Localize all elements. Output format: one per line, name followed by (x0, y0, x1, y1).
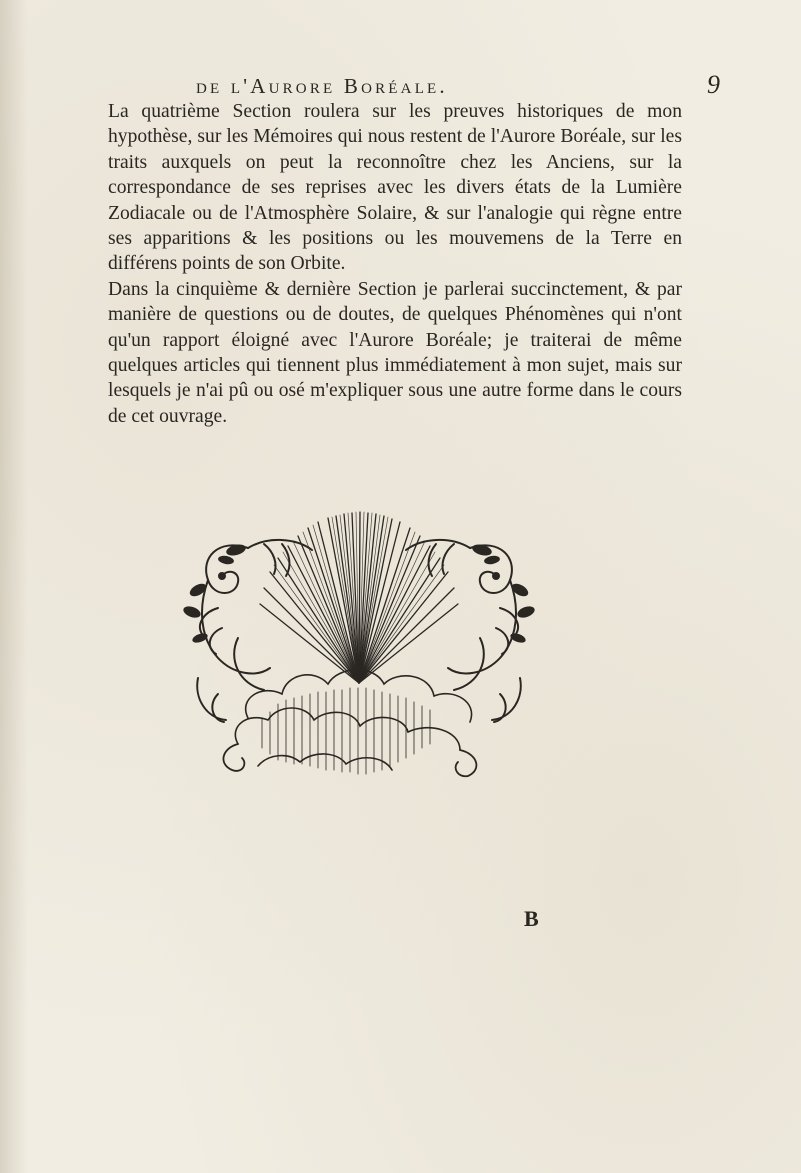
right-leaves (471, 543, 536, 645)
page-gutter-shadow (0, 0, 28, 1173)
page-number: 9 (707, 70, 720, 99)
cloud-hatching (262, 688, 430, 774)
running-head-title: Aurore Boréale. (250, 74, 448, 98)
paragraph-section-four: La quatrième Section roulera sur les preuves historiques de mon hypothèse, sur les Mémoires qui nous restent de l'Aurore Boréale, sur les traits auxquels on peut la reconnoître chez les Anciens, sur la correspondance de ses reprises avec les divers états de la Lumière Zodiacale ou de l'Atmosphère Solaire, & sur l'analogie qui règne entre ses apparitions & les positions ou les mouvemens de la Terre en différens points de son Orbite. (108, 101, 682, 275)
signature-mark: B (524, 906, 539, 931)
running-head (196, 74, 636, 99)
running-head-prefix: de l' (196, 74, 251, 98)
body-text (108, 99, 682, 429)
left-leaves (182, 543, 247, 645)
cloud-mass (235, 670, 471, 770)
paragraph-section-five: Dans la cinquième & dernière Section je parlerai succinctement, & par manière de questions ou de doutes, de quelques Phénomènes qui n'ont qu'un rapport éloigné avec l'Aurore Boréale; je traiterai de même quelques articles qui tiennent plus immédiatement à mon sujet, mais sur lesquels je n'ai pû ou osé m'expliquer sous une autre forme dans le cours de cet ouvrage. (108, 278, 682, 427)
sun-rays (260, 512, 458, 683)
sunburst-cloud-vignette (178, 508, 540, 778)
